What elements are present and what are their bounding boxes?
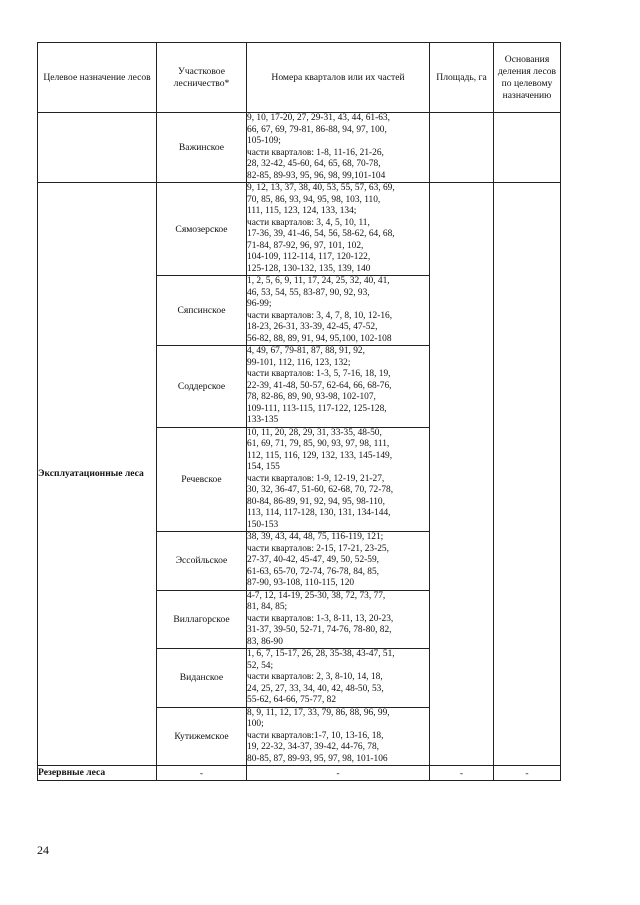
quarter-numbers: 8, 9, 11, 12, 17, 33, 79, 86, 88, 96, 99, 100; части кварталов:1-7, 10, 13-16, 18, 19, 22-32, 34-37, 39-42, 44-76, 78, 80-85, 87, 89-93, 95, 97, 98, 101-106 bbox=[247, 707, 430, 766]
reserve-forestry-dash: - bbox=[157, 766, 247, 781]
forestry-name: Кутижемское bbox=[157, 707, 247, 766]
header-area: Площадь, га bbox=[430, 43, 494, 113]
reserve-quarters-dash: - bbox=[247, 766, 430, 781]
table-row bbox=[38, 183, 561, 276]
area-cell bbox=[430, 183, 494, 766]
header-basis: Основания деления лесов по целевому назначению bbox=[494, 43, 561, 113]
forestry-name: Важинское bbox=[157, 113, 247, 183]
basis-cell bbox=[494, 183, 561, 766]
quarter-numbers: 4-7, 12, 14-19, 25-30, 38, 72, 73, 77, 81, 84, 85; части кварталов: 1-3, 8-11, 13, 20-23, 31-37, 39-50, 52-71, 74-76, 78-80, 82, 83, 86-90 bbox=[247, 590, 430, 649]
table-row bbox=[38, 113, 561, 183]
header-forestry: Участковое лесничество* bbox=[157, 43, 247, 113]
header-row bbox=[38, 43, 561, 113]
table-row-reserve bbox=[38, 766, 561, 781]
purpose-reserve: Резервные леса bbox=[38, 766, 157, 781]
header-quarters: Номера кварталов или их частей bbox=[247, 43, 430, 113]
forestry-name: Сяпсинское bbox=[157, 276, 247, 346]
quarter-numbers: 1, 6, 7, 15-17, 26, 28, 35-38, 43-47, 51, 52, 54; части кварталов: 2, 3, 8-10, 14, 18, 24, 25, 27, 33, 34, 40, 42, 48-50, 53, 55-62, 64-66, 75-77, 82 bbox=[247, 649, 430, 708]
forestry-name: Речевское bbox=[157, 427, 247, 532]
quarter-numbers: 9, 12, 13, 37, 38, 40, 53, 55, 57, 63, 69, 70, 85, 86, 93, 94, 95, 98, 103, 110, 111, 115, 123, 124, 133, 134; части кварталов: 3, 4, 5, 10, 11, 17-36, 39, 41-46, 54, 56, 58-62, 64, 68, 71-84, 87-92, 96, 97, 101, 102, 104-109, 112-114, 117, 120-122, 125-128, 130-132, 135, 139, 140 bbox=[247, 183, 430, 276]
page-number: 24 bbox=[37, 843, 49, 857]
header-purpose: Целевое назначение лесов bbox=[38, 43, 157, 113]
reserve-basis-dash: - bbox=[494, 766, 561, 781]
forestry-name: Виданское bbox=[157, 649, 247, 708]
quarter-numbers: 10, 11, 20, 28, 29, 31, 33-35, 48-50, 61, 69, 71, 79, 85, 90, 93, 97, 98, 111, 112, 115, 116, 129, 132, 133, 145-149, 154, 155 части кварталов: 1-9, 12-19, 21-27, 30, 32, 36-47, 51-60, 62-68, 70, 72-78, 80-84, 86-89, 91, 92, 94, 95, 98-110, 113, 114, 117-128, 130, 131, 134-144, 150-153 bbox=[247, 427, 430, 532]
forestry-name: Виллагорское bbox=[157, 590, 247, 649]
forest-purpose-table bbox=[37, 42, 561, 781]
purpose-exploitation: Эксплуатационные леса bbox=[38, 183, 157, 766]
forestry-name: Сямозерское bbox=[157, 183, 247, 276]
quarter-numbers: 1, 2, 5, 6, 9, 11, 17, 24, 25, 32, 40, 41, 46, 53, 54, 55, 83-87, 90, 92, 93, 96-99; части кварталов: 3, 4, 7, 8, 10, 12-16, 18-23, 26-31, 33-39, 42-45, 47-52, 56-82, 88, 89, 91, 94, 95,100, 102-108 bbox=[247, 276, 430, 346]
quarter-numbers: 4, 49, 67, 79-81, 87, 88, 91, 92, 99-101, 112, 116, 123, 132; части кварталов: 1-3, 5, 7-16, 18, 19, 22-39, 41-48, 50-57, 62-64, 66, 68-76, 78, 82-86, 89, 90, 93-98, 102-107, 109-111, 113-115, 117-122, 125-128, 133-135 bbox=[247, 346, 430, 428]
forestry-name: Соддерское bbox=[157, 346, 247, 428]
purpose-cell-empty bbox=[38, 113, 157, 183]
basis-cell bbox=[494, 113, 561, 183]
forestry-name: Эссойльское bbox=[157, 532, 247, 591]
reserve-area-dash: - bbox=[430, 766, 494, 781]
quarter-numbers: 38, 39, 43, 44, 48, 75, 116-119, 121; части кварталов: 2-15, 17-21, 23-25, 27-37, 40-42, 45-47, 49, 50, 52-59, 61-63, 65-70, 72-74, 76-78, 84, 85, 87-90, 93-108, 110-115, 120 bbox=[247, 532, 430, 591]
quarter-numbers: 9, 10, 17-20, 27, 29-31, 43, 44, 61-63, 66, 67, 69, 79-81, 86-88, 94, 97, 100, 105-109; части кварталов: 1-8, 11-16, 21-26, 28, 32-42, 45-60, 64, 65, 68, 70-78, 82-85, 89-93, 95, 96, 98, 99,101-104 bbox=[247, 113, 430, 183]
area-cell bbox=[430, 113, 494, 183]
